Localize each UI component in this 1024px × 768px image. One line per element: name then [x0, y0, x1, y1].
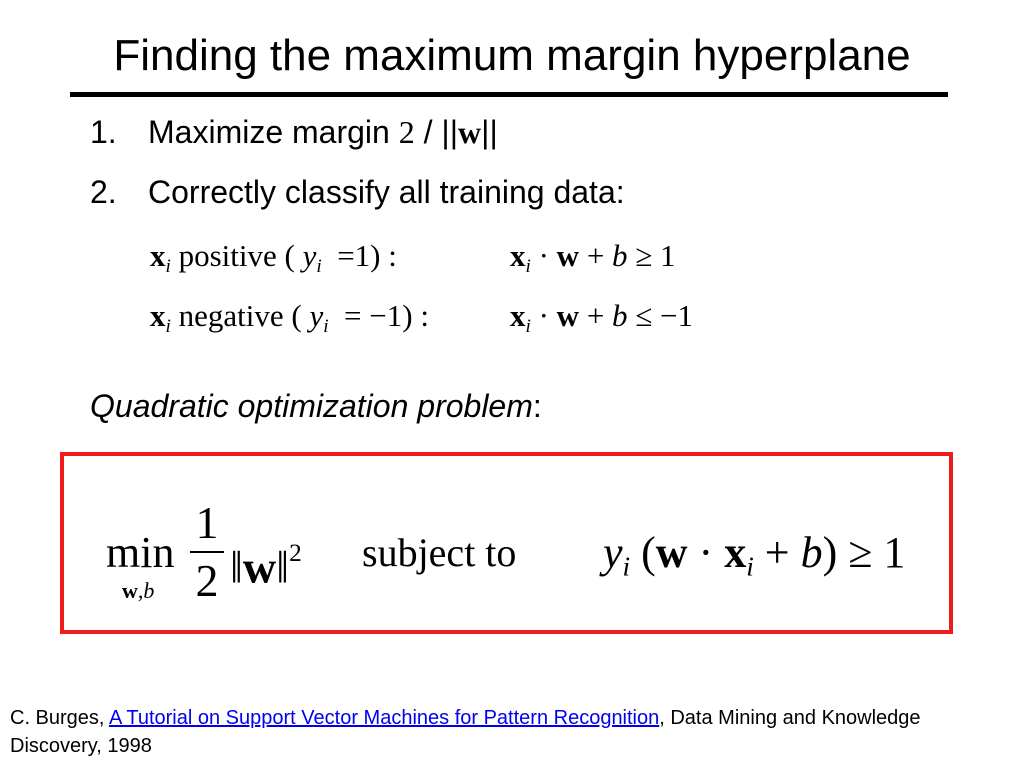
margin-expression: 2 — [398, 114, 415, 150]
citation-rest: , Data Mining and Knowledge Discovery, 1998 — [10, 707, 921, 757]
min-operator: min — [106, 528, 175, 577]
constraint-negative-label: $x_i$ negative ( $y_i = -1$) : — [150, 298, 429, 338]
fraction-bar — [190, 551, 224, 553]
objective-constraint: $y_i$ $(w \cdot x_i + b) \ge 1$ — [603, 528, 906, 582]
list-number: 1. — [90, 114, 117, 150]
constraint-positive-inequality: $x_i \cdot w + b \ge 1$ — [510, 238, 676, 278]
list-number: 2. — [90, 174, 117, 210]
constraint-negative-inequality: $x_i \cdot w + b \le -1$ — [510, 298, 694, 338]
list-text: Correctly classify all training data: — [148, 174, 625, 210]
problem-label: Quadratic optimization problem — [90, 388, 533, 424]
norm-expression: ‖w‖$^2$ — [230, 539, 302, 593]
citation — [10, 704, 1010, 760]
min-subscript: w,b — [122, 578, 155, 603]
fraction-denominator: 2 — [195, 555, 219, 606]
title-underline — [70, 92, 948, 97]
subject-to: subject to — [362, 530, 517, 575]
problem-heading: Quadratic optimization problem: — [90, 388, 542, 424]
constraint-positive-label: $x_i$ positive ( $y_i =1$) : — [150, 238, 397, 278]
fraction-numerator: 1 — [195, 497, 219, 548]
norm-w: w — [242, 541, 277, 593]
constraint-negative-word: negative — [178, 298, 284, 333]
norm-power: 2 — [289, 539, 302, 567]
constraint-positive-word: positive — [178, 238, 277, 273]
list-text: Maximize margin — [148, 114, 390, 150]
slide-title: Finding the maximum margin hyperplane — [113, 31, 911, 80]
citation-link[interactable]: A Tutorial on Support Vector Machines for Pattern Recognition — [108, 707, 660, 729]
citation-author: C. Burges, — [10, 707, 109, 729]
margin-w: w — [458, 114, 482, 150]
